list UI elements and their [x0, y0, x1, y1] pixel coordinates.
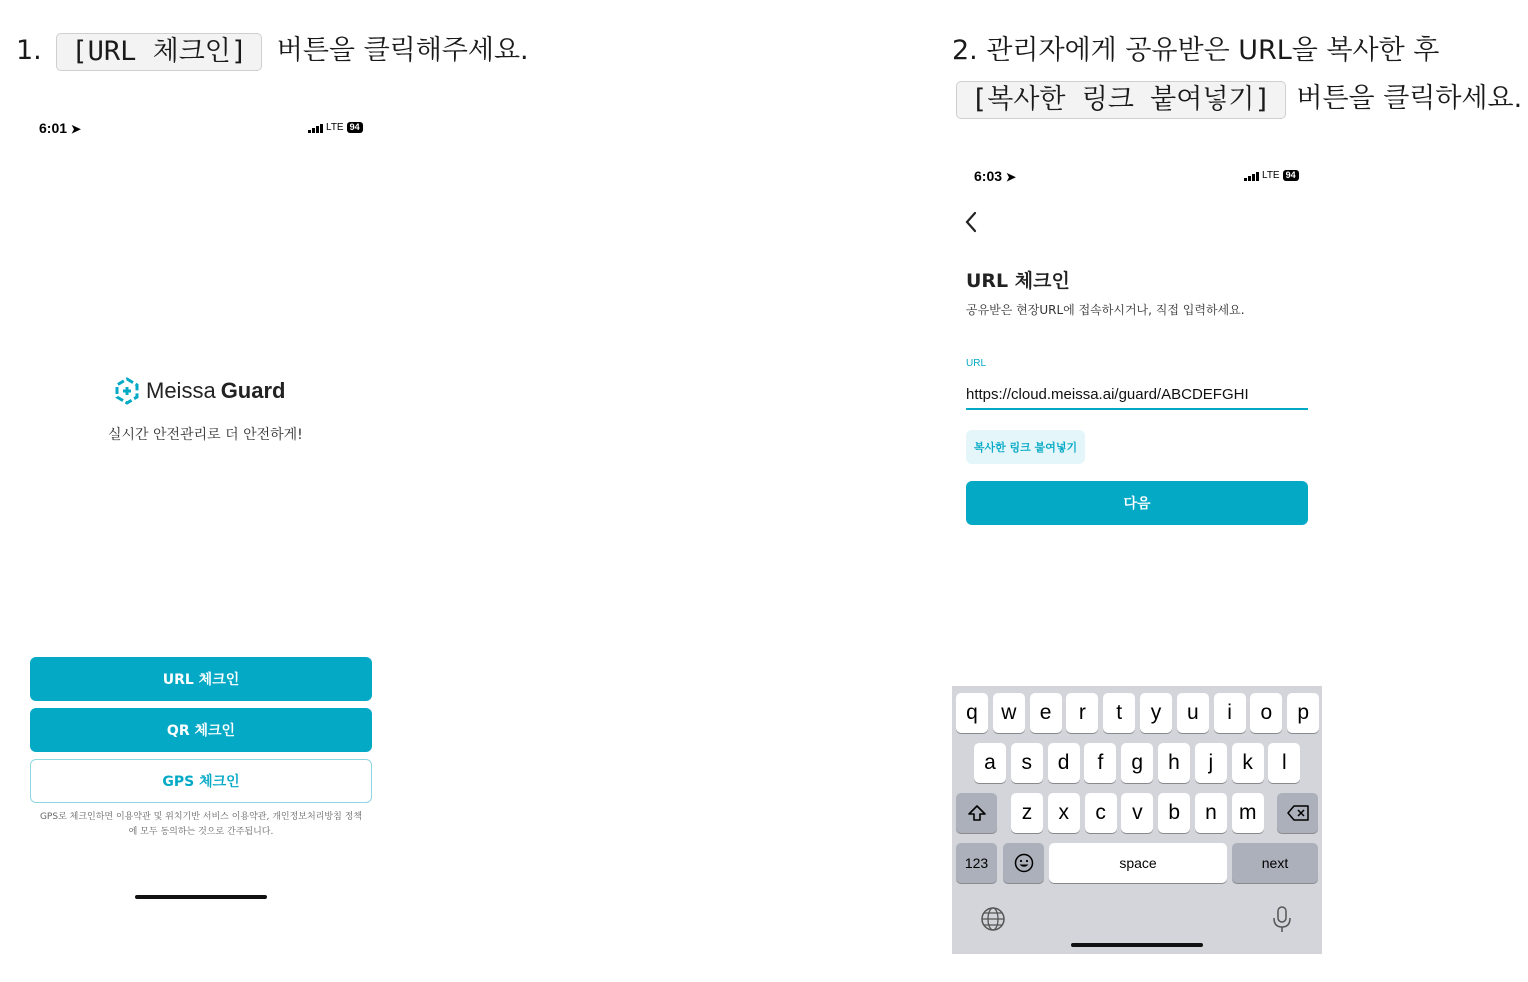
url-input[interactable]: [966, 380, 1308, 410]
qr-checkin-button[interactable]: QR 체크인: [30, 708, 372, 752]
on-screen-keyboard: [952, 686, 1322, 954]
shift-icon: [967, 804, 987, 822]
key-a[interactable]: a: [974, 743, 1006, 783]
key-d[interactable]: d: [1048, 743, 1080, 783]
signal-icon: [1244, 171, 1259, 181]
terms-notice: [30, 810, 372, 840]
key-o[interactable]: o: [1250, 693, 1282, 733]
home-indicator: [135, 895, 267, 899]
shift-key[interactable]: [956, 793, 997, 833]
terms-notice-line1: GPS로 체크인하면 이용약관 및 위치기반 서비스 이용약관, 개인정보처리방침 정책: [39, 812, 363, 822]
battery-icon: 94: [1283, 170, 1299, 181]
backspace-key[interactable]: [1277, 793, 1318, 833]
paste-link-button[interactable]: 복사한 링크 붙여넣기: [966, 430, 1085, 464]
status-bar-indicators: [1244, 170, 1299, 181]
url-field-label: URL: [966, 358, 987, 369]
key-w[interactable]: w: [993, 693, 1025, 733]
next-button[interactable]: 다음: [966, 481, 1308, 525]
step2-suffix: 버튼을 클릭하세요.: [1296, 83, 1523, 114]
emoji-key[interactable]: [1003, 843, 1044, 883]
page-description: 공유받은 현장URL에 접속하시거나, 직접 입력하세요.: [966, 303, 1245, 317]
location-arrow-icon: ➤: [1005, 170, 1016, 184]
status-bar-indicators: [308, 122, 363, 133]
logo-text-bold: Guard: [220, 378, 286, 403]
key-h[interactable]: h: [1158, 743, 1190, 783]
key-x[interactable]: x: [1048, 793, 1080, 833]
step1-button-reference: [URL 체크인]: [56, 33, 262, 71]
key-z[interactable]: z: [1011, 793, 1043, 833]
key-m[interactable]: m: [1232, 793, 1264, 833]
step2-instruction-line1: 2. 관리자에게 공유받은 URL을 복사한 후: [952, 35, 1440, 66]
network-label: LTE: [1262, 170, 1280, 181]
step1-instruction: [16, 27, 529, 75]
meissa-logo-icon: [114, 377, 140, 405]
key-k[interactable]: k: [1232, 743, 1264, 783]
status-bar-time: 6:01 ➤: [39, 120, 81, 136]
gps-checkin-button[interactable]: GPS 체크인: [30, 759, 372, 803]
tagline: 실시간 안전관리로 더 안전하게!: [108, 427, 303, 443]
key-t[interactable]: t: [1103, 693, 1135, 733]
step1-number: 1.: [16, 35, 42, 66]
key-q[interactable]: q: [956, 693, 988, 733]
chevron-left-icon[interactable]: [964, 211, 978, 233]
emoji-icon: [1014, 853, 1034, 873]
next-key[interactable]: next: [1232, 843, 1318, 883]
step2-button-reference: [복사한 링크 붙여넣기]: [956, 81, 1286, 119]
app-logo: [114, 377, 285, 405]
page-title: URL 체크인: [966, 270, 1070, 292]
network-label: LTE: [326, 122, 344, 133]
key-e[interactable]: e: [1030, 693, 1062, 733]
home-indicator: [1071, 943, 1203, 947]
key-i[interactable]: i: [1214, 693, 1246, 733]
globe-icon[interactable]: [980, 906, 1006, 932]
key-p[interactable]: p: [1287, 693, 1319, 733]
key-j[interactable]: j: [1195, 743, 1227, 783]
key-f[interactable]: f: [1084, 743, 1116, 783]
key-g[interactable]: g: [1121, 743, 1153, 783]
numbers-key[interactable]: 123: [956, 843, 997, 883]
key-y[interactable]: y: [1140, 693, 1172, 733]
battery-icon: 94: [347, 122, 363, 133]
logo-text-regular: Meissa: [146, 378, 216, 403]
key-u[interactable]: u: [1177, 693, 1209, 733]
key-b[interactable]: b: [1158, 793, 1190, 833]
key-v[interactable]: v: [1121, 793, 1153, 833]
step2-instruction-line2: [956, 75, 1522, 123]
location-arrow-icon: ➤: [70, 122, 81, 136]
signal-icon: [308, 123, 323, 133]
backspace-icon: [1287, 805, 1309, 821]
key-c[interactable]: c: [1085, 793, 1117, 833]
key-r[interactable]: r: [1066, 693, 1098, 733]
space-key[interactable]: space: [1049, 843, 1227, 883]
step1-suffix: 버튼을 클릭해주세요.: [276, 35, 529, 66]
key-n[interactable]: n: [1195, 793, 1227, 833]
url-checkin-button[interactable]: URL 체크인: [30, 657, 372, 701]
key-l[interactable]: l: [1268, 743, 1300, 783]
status-bar-time: 6:03 ➤: [974, 168, 1016, 184]
key-s[interactable]: s: [1011, 743, 1043, 783]
microphone-icon[interactable]: [1272, 905, 1292, 933]
terms-notice-line2: 에 모두 동의하는 것으로 간주됩니다.: [128, 827, 274, 837]
